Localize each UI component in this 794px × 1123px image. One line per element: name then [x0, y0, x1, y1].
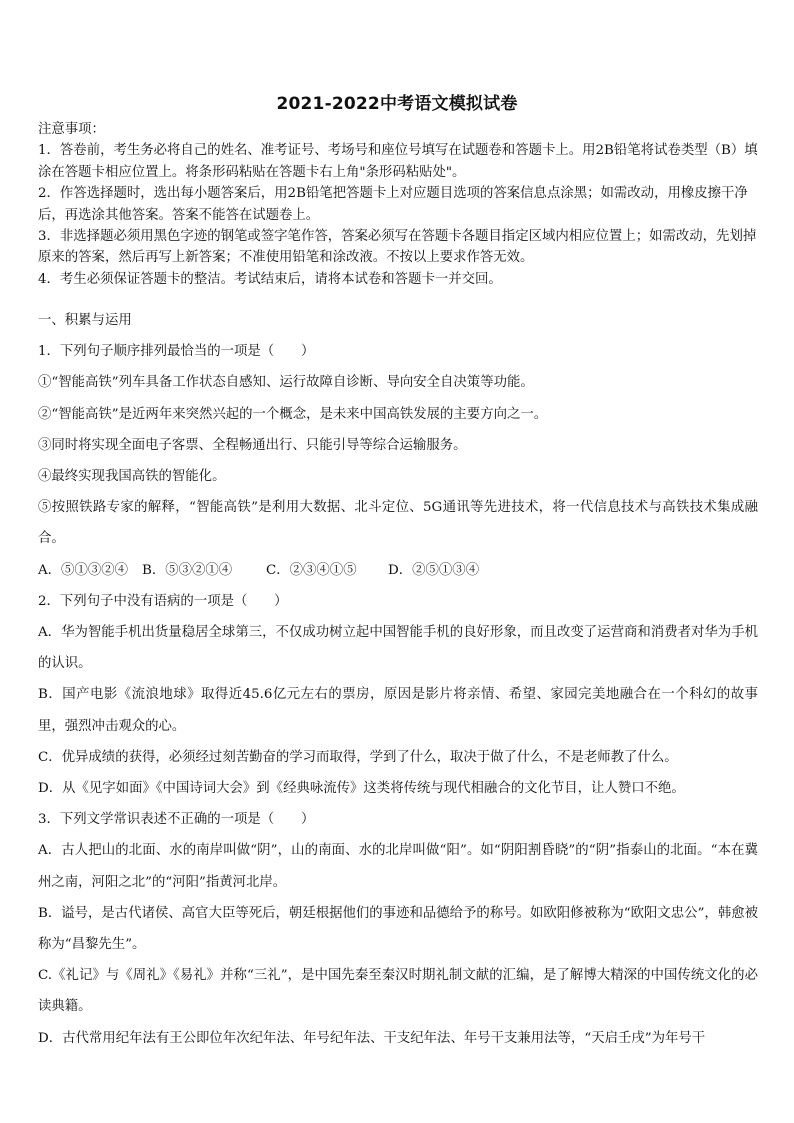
question-1-sentence-3: ③同时将实现全面电子客票、全程畅通出行、只能引导等综合运输服务。 [38, 437, 467, 453]
question-2-option-d: D．从《见字如面》《中国诗词大会》到《经典咏流传》这类将传统与现代相融合的文化节目，让人赞口不绝。 [38, 781, 685, 797]
question-1-sentence-1: ①“智能高铁”列车具备工作状态自感知、运行故障自诊断、导向安全自决策等功能。 [38, 375, 534, 391]
question-1-option-d: D．②⑤①③④ [388, 562, 480, 578]
notice-item-1: 1．答卷前，考生务必将自己的姓名、准考证号、考场号和座位号填写在试题卷和答题卡上。用2B铅笔将试卷类型（B）填涂在答题卡相应位置上。将条形码粘贴在答题卡右上角"条形码粘贴处"。 [38, 143, 758, 180]
question-1-options [38, 555, 758, 586]
notice-item-4: 4．考生必须保证答题卡的整洁。考试结束后，请将本试卷和答题卡一并交回。 [38, 271, 502, 287]
question-1-sentence-5: ⑤按照铁路专家的解释，“智能高铁”是利用大数据、北斗定位、5G通讯等先进技术，将一代信息技术与高铁技术集成融合。 [38, 500, 758, 547]
question-3-option-c: C.《礼记》与《周礼》《易礼》并称“三礼”，是中国先秦至秦汉时期礼制文献的汇编，是了解博大精深的中国传统文化的必读典籍。 [38, 968, 758, 1015]
questions-block [38, 305, 758, 1054]
notice-item-3: 3．非选择题必须用黑色字迹的钢笔或签字笔作答，答案必须写在答题卡各题目指定区域内相应位置上；如需改动，先划掉原来的答案，然后再写上新答案；不准使用铅笔和涂改液。不按以上要求作答无效。 [38, 229, 757, 266]
question-3-option-d: D．古代常用纪年法有王公即位年次纪年法、年号纪年法、干支纪年法、年号干支兼用法等，“天启壬戌”为年号干 [38, 1030, 706, 1046]
question-3-stem: 3．下列文学常识表述不正确的一项是（ ） [38, 812, 315, 828]
question-1-sentence-2: ②“智能高铁”是近两年来突然兴起的一个概念，是未来中国高铁发展的主要方向之一。 [38, 406, 548, 422]
notice-heading: 注意事项： [38, 122, 105, 137]
question-1-stem: 1．下列句子顺序排列最恰当的一项是（ ） [38, 344, 315, 360]
question-1-option-a: A．⑤①③②④ [38, 562, 129, 578]
question-1-sentence-4: ④最终实现我国高铁的智能化。 [38, 469, 226, 485]
question-2-option-b: B．国产电影《流浪地球》取得近45.6亿元左右的票房，原因是影片将亲情、希望、家园完美地融合在一个科幻的故事里，强烈冲击观众的心。 [38, 687, 758, 734]
question-1-option-b: B．⑤③②①④ [142, 562, 233, 578]
notice-item-2: 2．作答选择题时，选出每小题答案后，用2B铅笔把答题卡上对应题目选项的答案信息点涂黑；如需改动，用橡皮擦干净后，再选涂其他答案。答案不能答在试题卷上。 [38, 186, 748, 223]
question-2-option-a: A．华为智能手机出货量稳居全球第三，不仅成功树立起中国智能手机的良好形象，而且改变了运营商和消费者对华为手机的认识。 [38, 625, 758, 672]
question-1-option-c: C．②③④①⑤ [266, 562, 357, 578]
question-2-stem: 2．下列句子中没有语病的一项是（ ） [38, 593, 288, 609]
section-heading: 一、积累与运用 [38, 313, 132, 328]
notice-block [38, 119, 758, 290]
question-3-option-a: A．古人把山的北面、水的南岸叫做“阴”，山的南面、水的北岸叫做“阳”。如“阴阳割昏晓”的“阴”指泰山的北面。“本在冀州之南，河阳之北”的“河阳”指黄河北岸。 [38, 843, 758, 890]
exam-title: 2021-2022中考语文模拟试卷 [276, 94, 518, 114]
question-3-option-b: B．谥号，是古代诸侯、高官大臣等死后，朝廷根据他们的事迹和品德给予的称号。如欧阳修被称为“欧阳文忠公”，韩愈被称为“昌黎先生”。 [38, 905, 758, 953]
question-2-option-c: C．优异成绩的获得，必须经过刻苦勤奋的学习而取得，学到了什么，取决于做了什么，不是老师教了什么。 [38, 749, 678, 765]
